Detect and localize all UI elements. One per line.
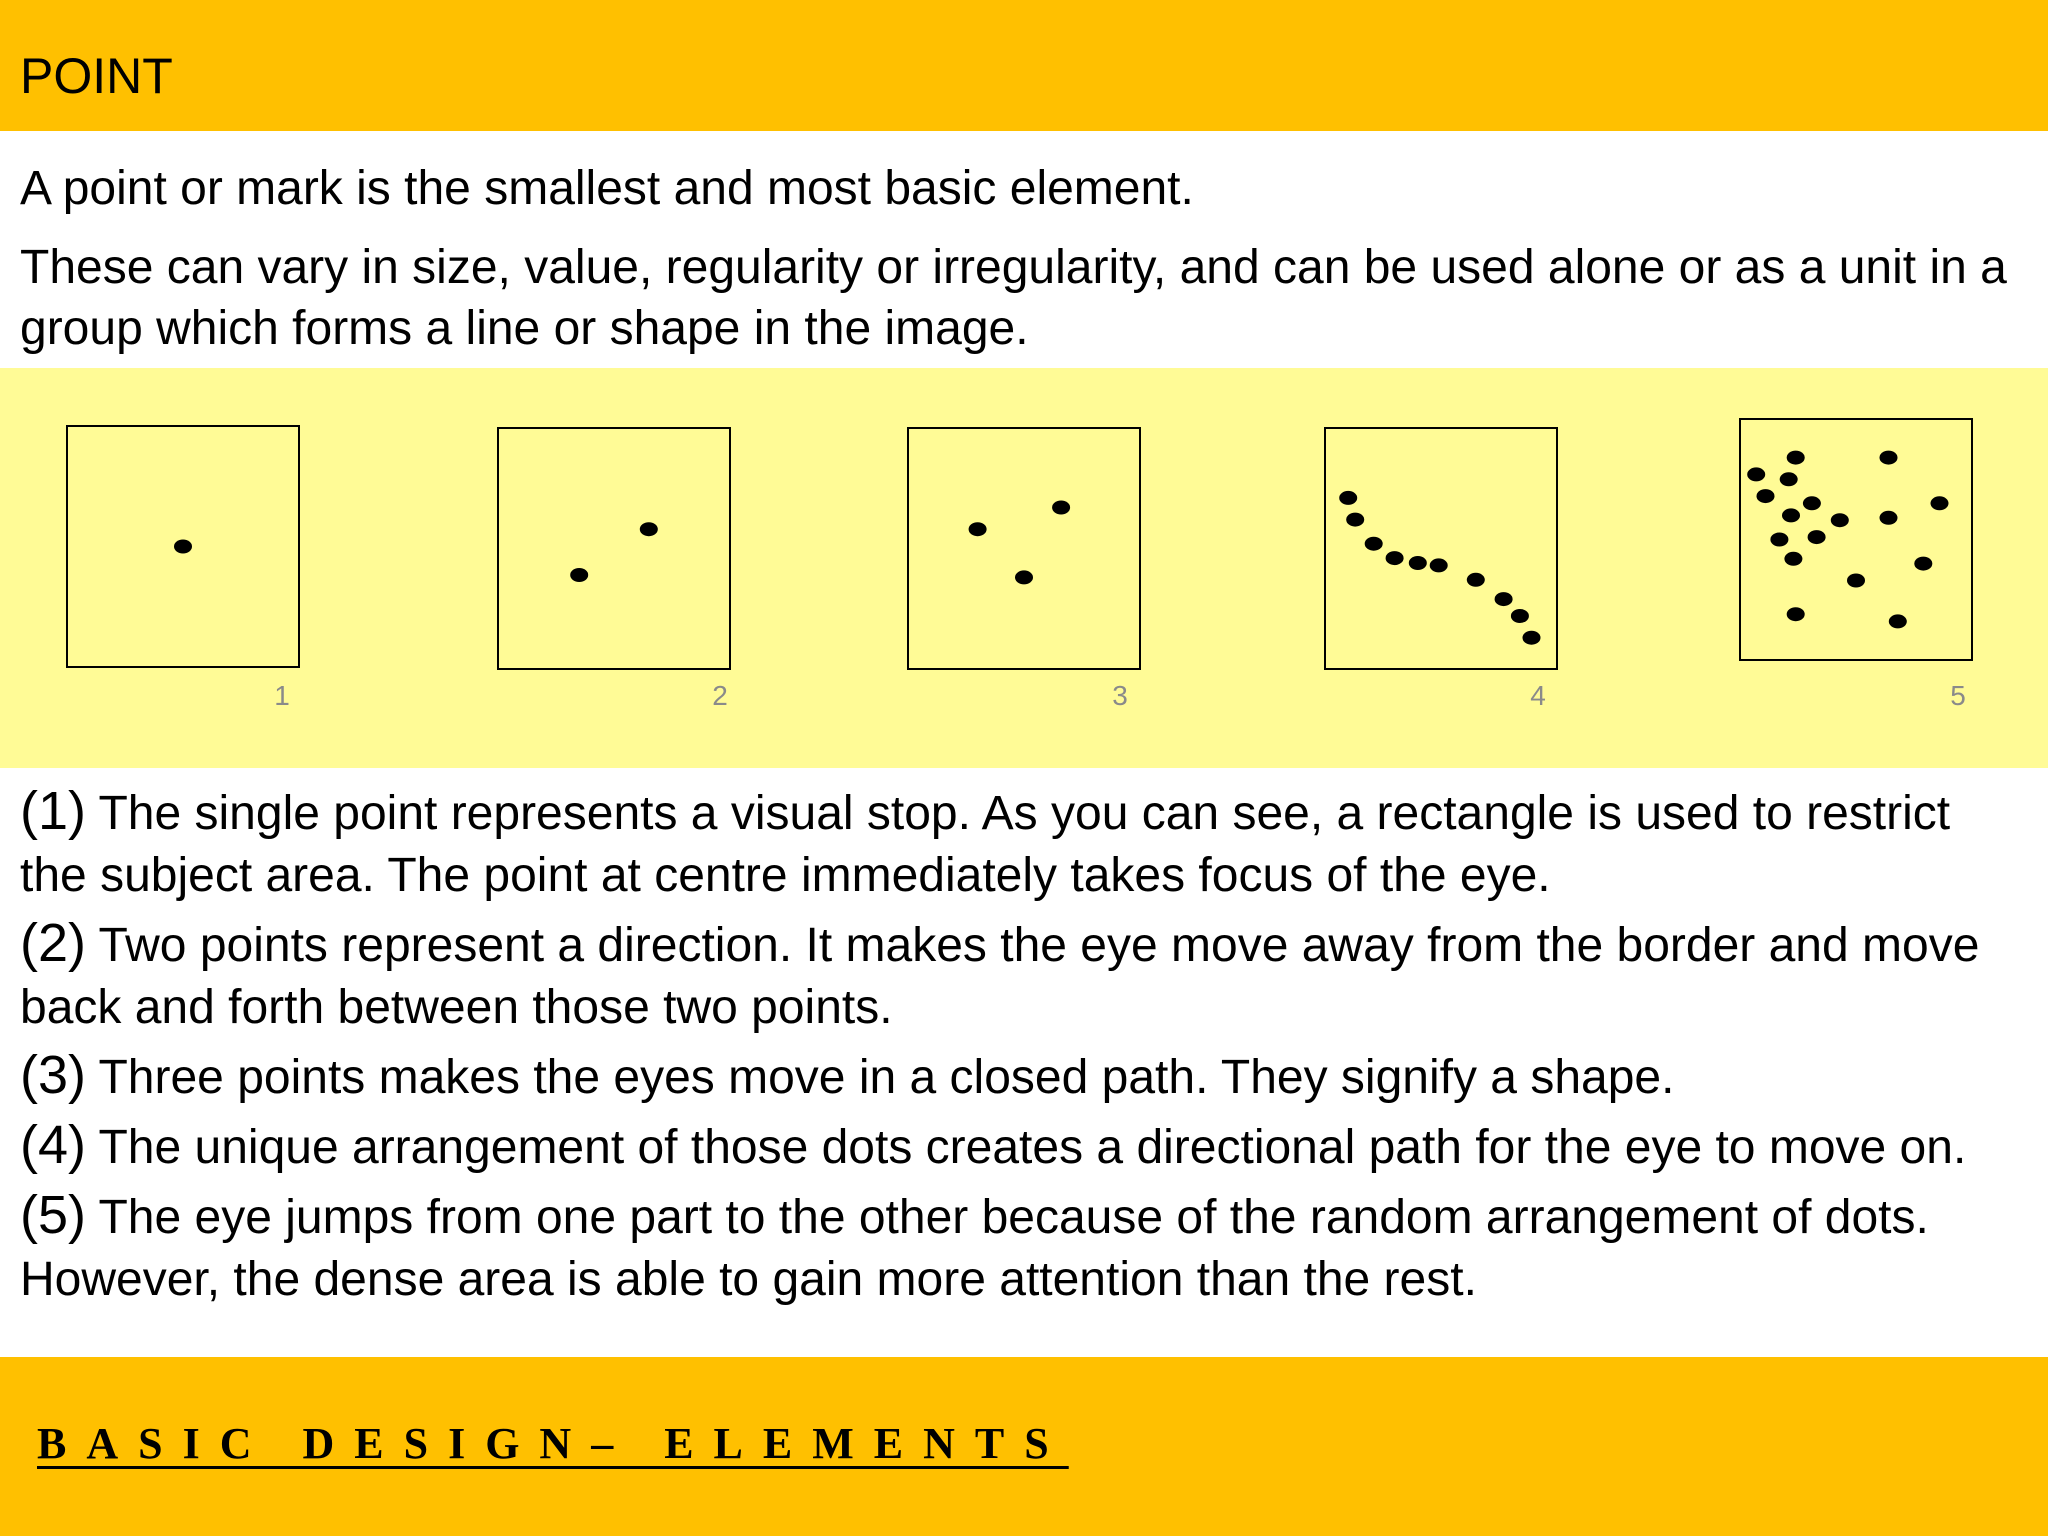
point-dot: [1808, 530, 1826, 544]
intro-paragraph-1: A point or mark is the smallest and most basic element.: [20, 162, 1194, 215]
point-dot: [1880, 451, 1898, 465]
point-dot: [1430, 558, 1448, 572]
description-number: (4): [20, 1115, 86, 1175]
page-title: POINT: [20, 48, 173, 104]
point-dot: [1467, 573, 1485, 587]
description-text: The unique arrangement of those dots creates a directional path for the eye to move on.: [86, 1121, 1967, 1174]
panel-label: 5: [1950, 680, 1966, 711]
point-dot: [1770, 533, 1788, 547]
point-dot: [1052, 501, 1070, 515]
panel-label: 2: [712, 680, 728, 711]
intro-section: [20, 158, 2010, 359]
point-dot: [1511, 609, 1529, 623]
point-dot: [1339, 491, 1357, 505]
point-dot: [1787, 607, 1805, 621]
description-number: (2): [20, 913, 86, 973]
point-dot: [1365, 537, 1383, 551]
point-dot: [1523, 631, 1541, 645]
point-panel-5: [1740, 419, 1972, 711]
description-3: [20, 1044, 2030, 1109]
point-dot: [1880, 511, 1898, 525]
point-dot: [1803, 496, 1821, 510]
description-number: (5): [20, 1185, 86, 1245]
point-dot: [1747, 467, 1765, 481]
description-4: [20, 1114, 2030, 1179]
description-5: [20, 1184, 2030, 1311]
point-dot: [1782, 508, 1800, 522]
point-dot: [1495, 592, 1513, 606]
point-dot: [1914, 557, 1932, 571]
point-examples-figure: [0, 368, 2048, 768]
point-dot: [1784, 552, 1802, 566]
point-dot: [1931, 496, 1949, 510]
point-dot: [174, 540, 192, 554]
point-dot: [969, 522, 987, 536]
point-panel-4: [1325, 428, 1557, 711]
point-dot: [1889, 614, 1907, 628]
point-dot: [1386, 551, 1404, 565]
point-panel-3: [908, 428, 1140, 711]
point-dot: [1015, 570, 1033, 584]
descriptions-section: [20, 780, 2030, 1311]
panel-label: 3: [1112, 680, 1128, 711]
description-text: Three points makes the eyes move in a closed path. They signify a shape.: [86, 1051, 1675, 1104]
footer-title: BASIC DESIGN– ELEMENTS: [37, 1419, 1069, 1468]
point-panel-1: [67, 426, 299, 711]
header-bar: [0, 0, 2048, 131]
point-dot: [1787, 451, 1805, 465]
description-text: The single point represents a visual stop. As you can see, a rectangle is used to restrict the subject area. The point at centre immediately takes focus of the eye.: [20, 787, 1951, 902]
description-number: (1): [20, 781, 86, 841]
panel-label: 1: [274, 680, 290, 711]
point-dot: [640, 522, 658, 536]
point-dot: [1346, 513, 1364, 527]
point-examples-svg: [0, 368, 2048, 768]
point-dot: [1757, 489, 1775, 503]
point-dot: [1847, 574, 1865, 588]
description-text: Two points represent a direction. It makes the eye move away from the border and move back and forth between those two points.: [20, 919, 1980, 1034]
intro-paragraph-2: These can vary in size, value, regularity or irregularity, and can be used alone or as a unit in a group which forms a line or shape in the image.: [20, 241, 2007, 355]
description-number: (3): [20, 1045, 86, 1105]
panel-frame: [1325, 428, 1557, 669]
panel-frame: [908, 428, 1140, 669]
point-dot: [1831, 513, 1849, 527]
point-dot: [1409, 556, 1427, 570]
point-panel-2: [498, 428, 730, 711]
panel-frame: [498, 428, 730, 669]
description-text: The eye jumps from one part to the other because of the random arrangement of dots. However, the dense area is able to gain more attention than the rest.: [20, 1191, 1929, 1306]
point-dot: [570, 568, 588, 582]
point-dot: [1780, 472, 1798, 486]
description-2: [20, 912, 2030, 1039]
panel-label: 4: [1530, 680, 1546, 711]
description-1: [20, 780, 2030, 907]
